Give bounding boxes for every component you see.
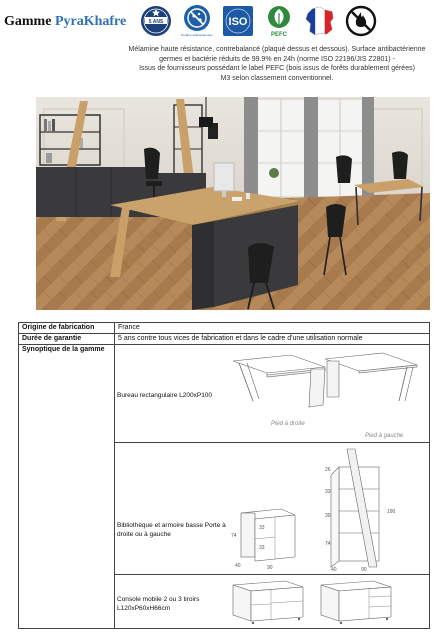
synopsis-row-desk	[115, 345, 429, 443]
synopsis-cell	[115, 345, 430, 629]
pefc-text: PEFC	[270, 32, 288, 38]
tall-bookcase-drawing	[325, 449, 396, 573]
description-line: Mélamine haute résistance, contrebalancé (plaqué dessus et dessous). Surface antibactérienne	[128, 46, 426, 53]
dim-cabinet-depth: 40	[235, 563, 241, 569]
desk-left-leg-drawing	[325, 353, 417, 439]
origin-value: France	[115, 323, 430, 334]
pefc-icon	[263, 4, 295, 38]
material-description	[120, 45, 434, 83]
desk-drawings	[227, 349, 423, 441]
warranty-value: 5 ans contre tous vices de fabrication et dans le cadre d'une utilisation normale	[115, 334, 430, 345]
description-line: Issus de fournisseurs possédant le label PEFC (bois issus de forêts durablement gérées)	[139, 65, 415, 73]
console-2-drawers-drawing	[233, 581, 303, 624]
origin-label: Origine de fabrication	[19, 323, 115, 334]
desk-right-leg-drawing	[233, 355, 325, 427]
antibacterial-icon	[181, 4, 213, 38]
antibacterial-text: Surface antibactérienne	[181, 33, 213, 37]
iso-icon	[222, 4, 254, 38]
dim-bookcase-shelf-1: 33	[325, 489, 331, 495]
office-photo	[36, 97, 430, 310]
dim-cabinet-shelf-1: 33	[259, 525, 265, 531]
dim-bookcase-shelf-2: 39	[325, 513, 331, 519]
caption-right-leg: Pied à droite	[271, 421, 305, 427]
range-title	[4, 14, 126, 30]
warranty-seal-icon	[140, 4, 172, 38]
warranty-seal-text: 5 ANS	[148, 18, 164, 25]
dim-cabinet-shelf-2: 33	[259, 545, 265, 551]
bookcase-label-text: Bibliothèque et armoire basse Porte à droite ou à gauche	[117, 522, 226, 538]
title-brand: PyraKhafre	[54, 14, 127, 29]
no-fire-icon	[345, 4, 377, 38]
dim-bookcase-top: 26	[325, 467, 331, 473]
spec-row-origin	[19, 323, 430, 334]
low-cabinet-drawing	[231, 509, 295, 571]
dim-bookcase-depth: 40	[331, 567, 337, 573]
dim-bookcase-base: 74	[325, 541, 331, 547]
console-drawings	[227, 577, 423, 627]
bookcase-drawings	[227, 445, 423, 573]
console-3-drawers-drawing	[321, 581, 391, 624]
dim-bookcase-height: 190	[387, 509, 396, 515]
bookcase-label	[117, 521, 227, 539]
iso-text: ISO	[228, 16, 248, 28]
synopsis-grid	[115, 345, 429, 628]
title-prefix: Gamme	[4, 14, 55, 29]
dim-cabinet-width: 90	[267, 565, 273, 571]
description-line: M3 selon classement conventionnel.	[220, 74, 334, 82]
synopsis-row-console	[115, 575, 429, 628]
dim-cabinet-height: 74	[231, 533, 237, 539]
caption-left-leg: Pied à gauche	[365, 433, 404, 439]
console-label: Console mobile 2 ou 3 tiroirs L120xP60xH66cm	[117, 596, 200, 612]
spec-row-warranty	[19, 334, 430, 345]
synopsis-label: Synoptique de la gamme	[19, 345, 115, 629]
document-header	[0, 0, 436, 42]
warranty-label: Durée de garantie	[19, 334, 115, 345]
description-line: germes et bactérie réduits de 99.9% en 24h (norme ISO 22196/JIS Z2801) -	[159, 55, 395, 63]
synopsis-row-bookcase	[115, 443, 429, 575]
france-map-icon	[304, 4, 336, 38]
spec-table	[18, 322, 430, 629]
spec-row-synopsis	[19, 345, 430, 629]
dim-bookcase-width: 90	[361, 567, 367, 573]
desk-label: Bureau rectangulaire L200xP100	[117, 392, 213, 399]
certification-logos	[140, 2, 377, 40]
